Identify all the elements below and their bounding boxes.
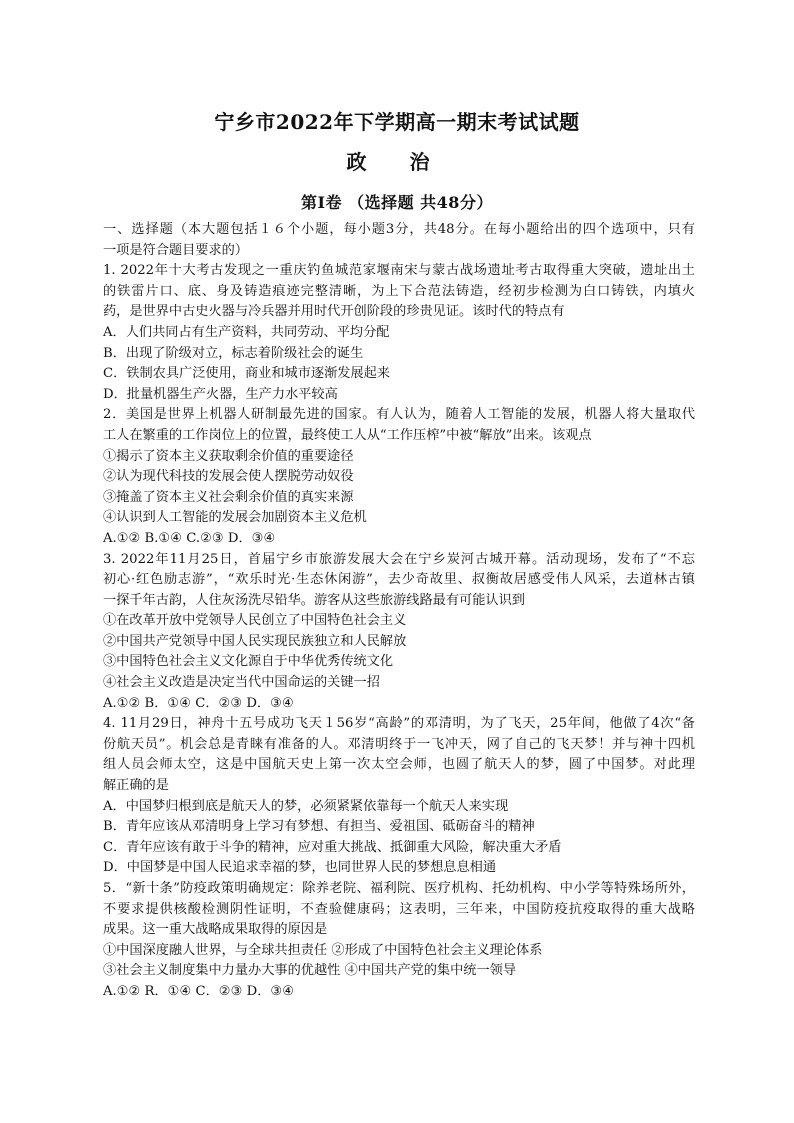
option-line: ③中国特色社会主义文化源自于中华优秀传统文化 [103,654,394,670]
subject-title: 政 治 [346,150,448,174]
text-line: 组人员会师太空，这是中国航天史上第一次太空会师，也圆了航天人的梦，圆了中国梦。对此理 [103,757,695,773]
text-line: 一项是符合题目要求的） [103,242,249,258]
option-line: B．出现了阶级对立，标志着阶级社会的诞生 [103,345,364,361]
option-line: ①揭示了资本主义获取剩余价值的重要途径 [103,448,354,464]
option-line: ③社会主义制度集中力量办大事的优越性 ④中国共产党的集中统一领导 [103,963,517,979]
question-body [103,220,695,1003]
answer-choices: A.①② B.①④ C.②③ D．③④ [103,530,276,546]
text-line: 2．美国是世界上机器人研制最先进的国家。有人认为，随着人工智能的发展，机器人将大量取代 [103,407,695,423]
text-line: 1. 2022年十大考古发现之一重庆钓鱼城范家堰南宋与蒙古战场遗址考古取得重大突破，遗址出土 [103,263,695,279]
text-line: 解正确的是 [103,778,169,794]
option-line: ②中国共产党领导中国人民实现民族独立和人民解放 [103,633,407,649]
text-line: 工人在繁重的工作岗位上的位置，最终使工人从“工作压榨”中被“解放”出来。该观点 [103,427,592,443]
text-line: 初心·红色励志游”，“欢乐时光·生态休闲游”，去少奇故里、叔衡故居感受伟人风采，去道林古镇 [103,572,695,588]
answer-choices: A.①② B．①④ C．②③ D．③④ [103,695,294,711]
answer-choices: A.①② R．①④ C．②③ D．③④ [103,983,295,999]
option-line: ③掩盖了资本主义社会剩余价值的真实来源 [103,489,354,505]
option-line: ④社会主义改造是决定当代中国命运的关键一招 [103,675,380,691]
option-line: C．青年应该有敢于斗争的精神，应对重大挑战、抵御重大风险，解决重大矛盾 [103,839,562,855]
text-line: 5．“新十条”防疫政策明确规定：除养老院、福利院、医疗机构、托幼机构、中小学等特殊场所外， [103,881,695,896]
text-line: 药，是世界中古史火器与冷兵器并用时代开创阶段的珍贵见证。该时代的特点有 [103,304,565,320]
section-title: 第Ⅰ卷 （选择题 共48分） [301,193,493,212]
text-line: 3. 2022年11月25日，首届宁乡市旅游发展大会在宁乡炭河古城开幕。活动现场，发布了“不忘 [103,551,695,567]
option-line: ①在改革开放中党领导人民创立了中国特色社会主义 [103,613,407,629]
option-line: B．青年应该从邓清明身上学习有梦想、有担当、爱祖国、砥砺奋斗的精神 [103,819,535,835]
text-line: 份航天员”。机会总是青睐有准备的人。邓清明终于一飞冲天，网了自己的飞天梦！并与神十四机 [103,736,695,752]
text-line: 不要求提供核酸检测阴性证明，不查验健康码；这表明，三年来，中国防疫抗疫取得的重大战略 [103,901,695,917]
text-line: 4. 11月29日，神舟十五号成功飞天１56岁“高龄”的邓清明，为了飞天，25年间，他做了4次“备 [103,716,695,732]
option-line: A．人们共同占有生产资料，共同劳动、平均分配 [103,324,390,340]
option-line: A．中国梦归根到底是航天人的梦，必须紧紧依靠每一个航天人来实现 [103,798,509,814]
text-line: 成果。这一重大战略成果取得的原因是 [103,922,328,938]
text-line: 的铁雷片口、底、身及铸造痕迹完整清晰，为上下合范法铸造，经初步检测为白口铸铁，内填火 [103,283,695,299]
option-line: D．批量机器生产火器，生产力水平较高 [103,386,338,402]
exam-title: 宁乡市2022年下学期高一期末考试试题 [214,110,580,134]
text-line: 一、选择题（本大题包括１６个小题，每小题3分，共48分。在每小题给出的四个选项中，只有 [103,222,695,237]
option-line: C．铁制农具广泛使用，商业和城市逐渐发展起来 [103,366,391,382]
text-line: 一探千年古韵，人住灰汤洗尽铅华。游客从这些旅游线路最有可能认识到 [103,592,525,608]
option-line: ②认为现代科技的发展会使人摆脱劳动奴役 [103,469,354,485]
option-line: ①中国深度融人世界，与全球共担责任 ②形成了中国特色社会主义理论体系 [103,942,543,958]
option-line: ④认识到人工智能的发展会加剧资本主义危机 [103,510,367,526]
option-line: D．中国梦是中国人民追求幸福的梦，也同世界人民的梦想息息相通 [103,860,497,876]
